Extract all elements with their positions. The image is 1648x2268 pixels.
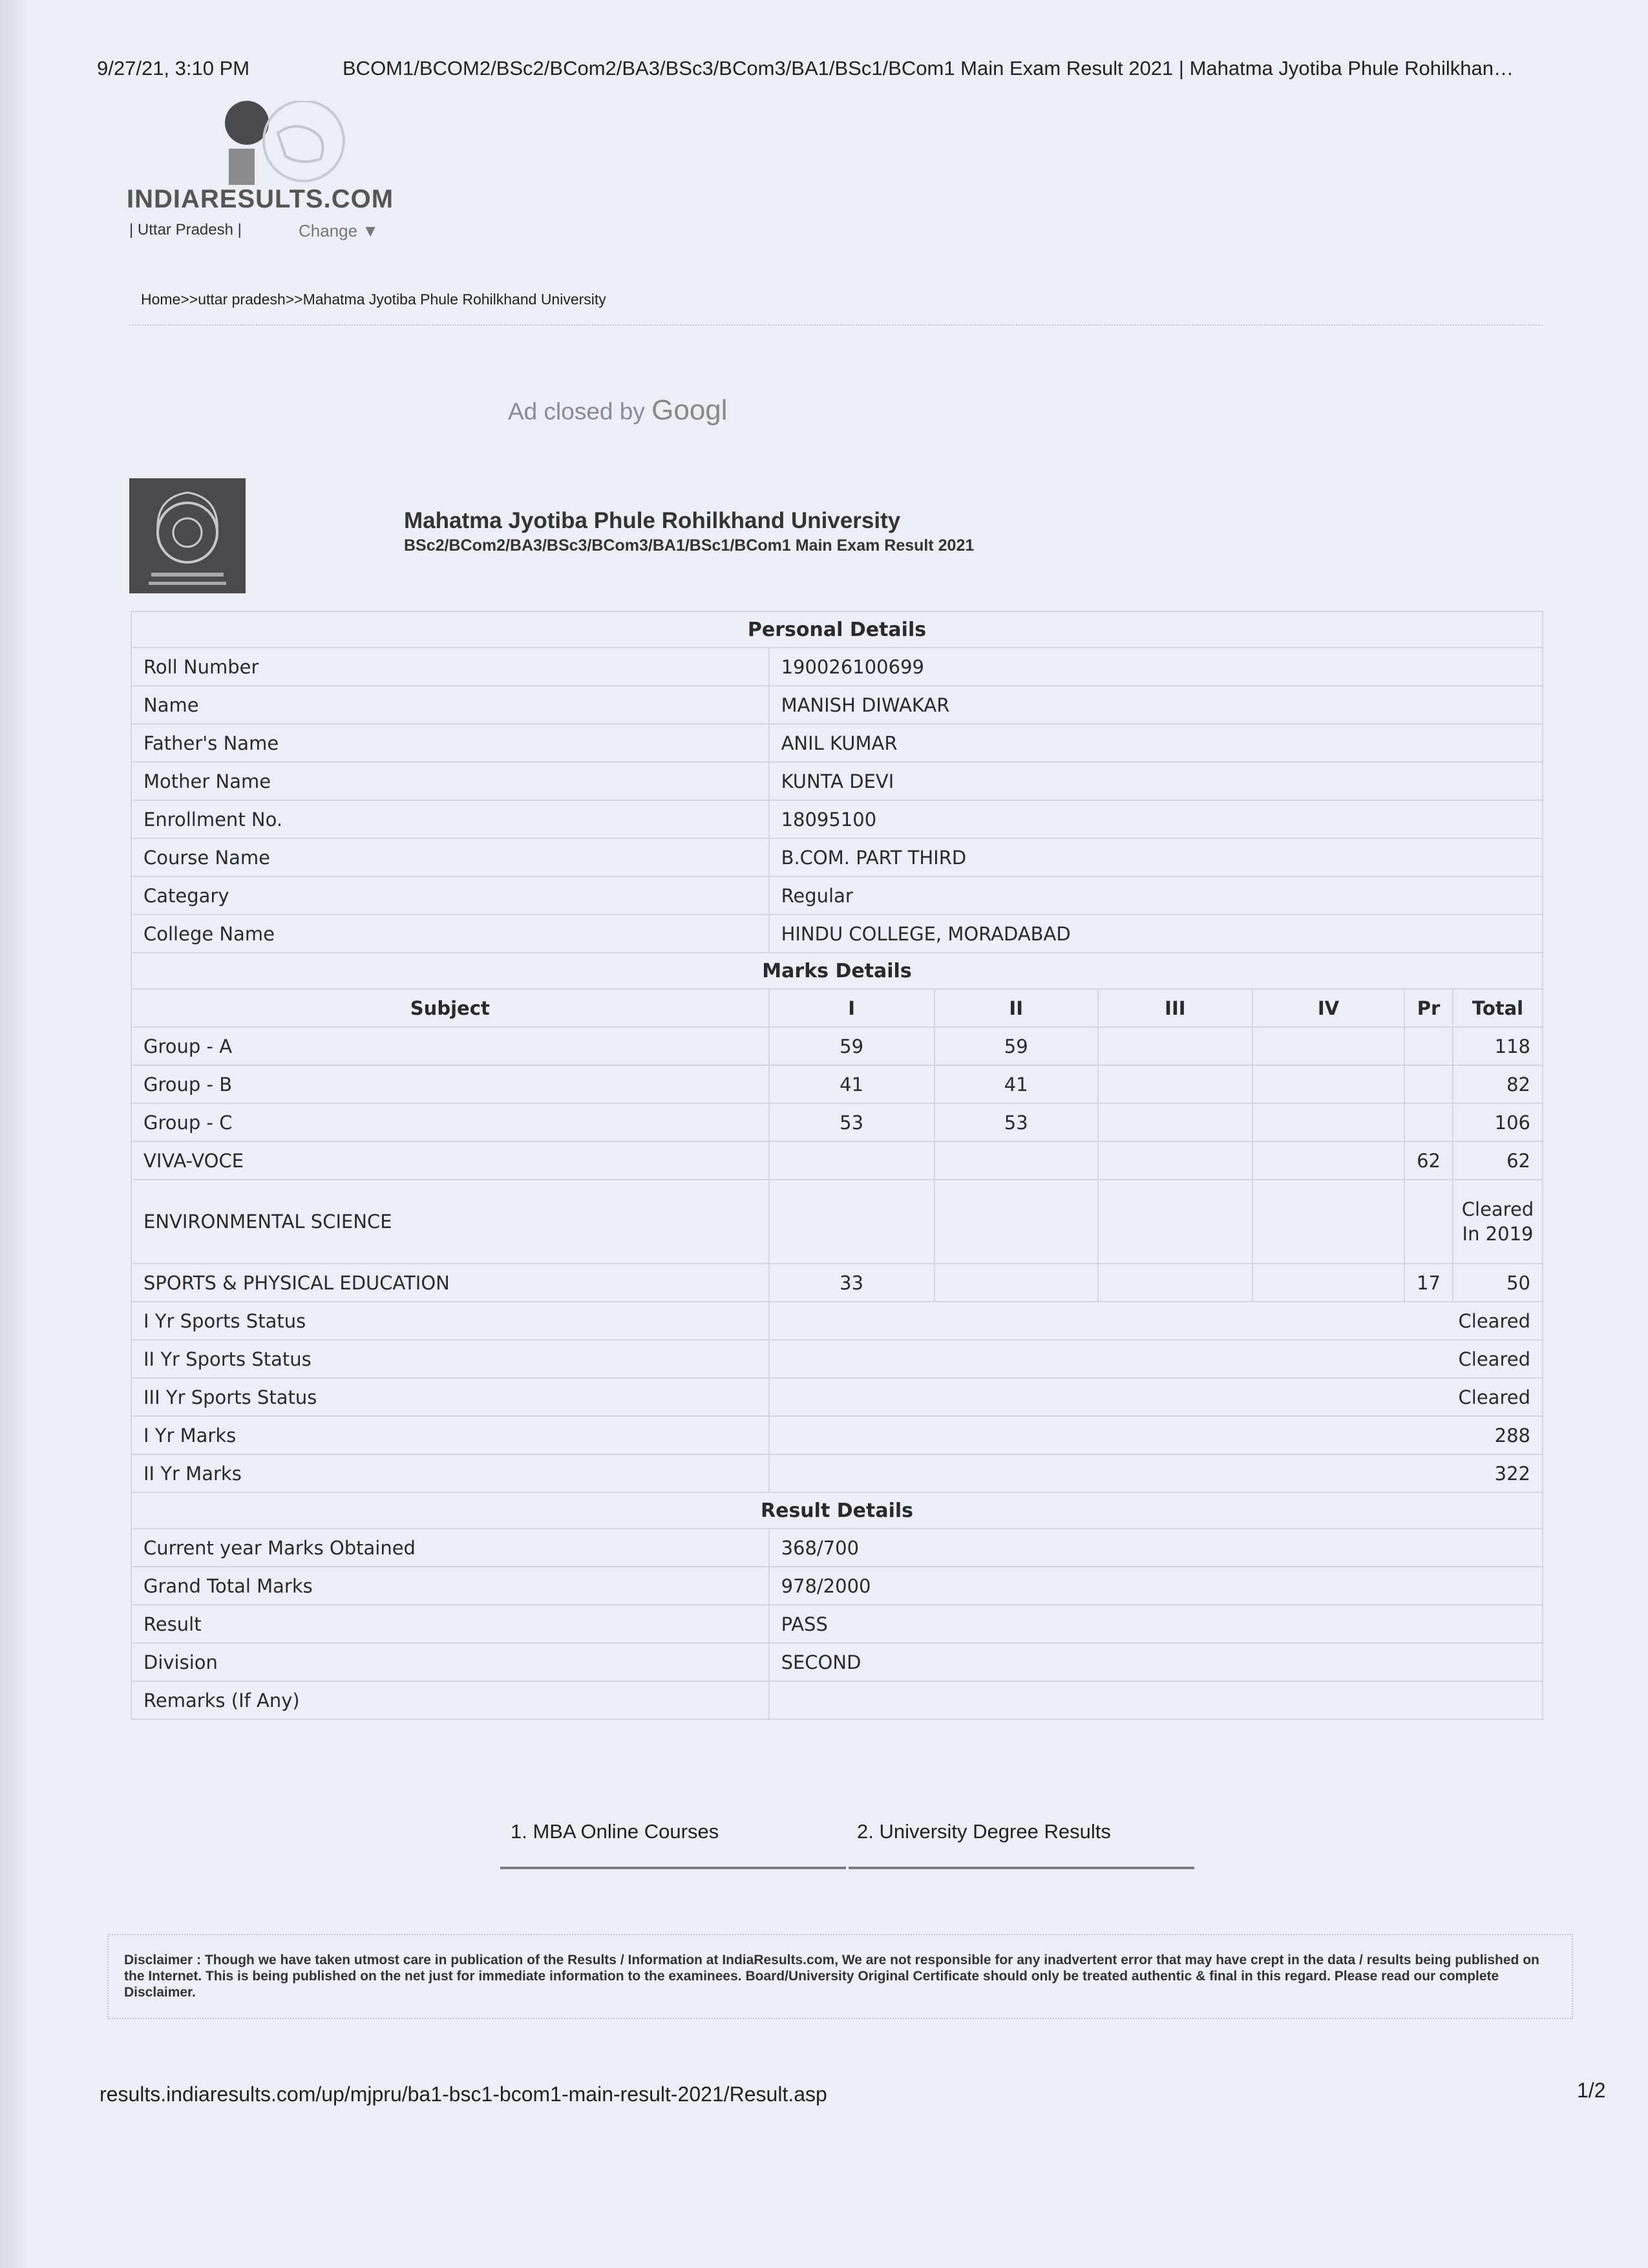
- mark-i: 53: [769, 1103, 935, 1141]
- college-value: HINDU COLLEGE, MORADABAD: [769, 915, 1543, 953]
- logo-wordmark: INDIARESULTS.COM: [127, 185, 394, 213]
- category-label: Categary: [131, 876, 769, 915]
- mark-ii: 59: [935, 1027, 1098, 1065]
- enrollment-value: 18095100: [769, 800, 1543, 838]
- link-university-degree-results[interactable]: 2. University Degree Results: [857, 1820, 1111, 1843]
- mark-i: 33: [769, 1264, 935, 1302]
- current-marks-value: 368/700: [769, 1529, 1543, 1567]
- subject-cell: Group - B: [131, 1065, 769, 1103]
- print-page-title: BCOM1/BCOM2/BSc2/BCom2/BA3/BSc3/BCom3/BA1/BSc1/BCom1 Main Exam Result 2021 | Mahatma Jyotiba Phule Rohilkhan…: [343, 57, 1514, 79]
- mark-ii: [935, 1141, 1098, 1180]
- status-row: [131, 1340, 1543, 1378]
- marks-row: [131, 1103, 1543, 1141]
- mark-iii: [1098, 1180, 1252, 1264]
- mark-total: 118: [1453, 1027, 1543, 1065]
- result-row: [131, 1605, 1543, 1643]
- personal-row: [131, 724, 1543, 762]
- print-datetime: 9/27/21, 3:10 PM: [97, 57, 250, 79]
- status-row: [131, 1302, 1543, 1340]
- mark-pr: [1404, 1065, 1453, 1103]
- col-ii: II: [935, 989, 1098, 1027]
- divider: [129, 324, 1542, 326]
- status-label: I Yr Sports Status: [131, 1302, 769, 1340]
- personal-details-heading: Personal Details: [131, 611, 1543, 648]
- mark-total: Cleared In 2019: [1453, 1180, 1543, 1264]
- mark-pr: [1404, 1027, 1453, 1065]
- col-iv: IV: [1252, 989, 1404, 1027]
- mark-iv: [1252, 1027, 1404, 1065]
- category-value: Regular: [769, 876, 1543, 915]
- university-emblem-icon: [129, 478, 246, 593]
- roll-number-value: 190026100699: [769, 648, 1543, 686]
- status-label: III Yr Sports Status: [131, 1378, 769, 1416]
- status-value: Cleared: [769, 1378, 1543, 1416]
- subject-cell: Group - C: [131, 1103, 769, 1141]
- division-label: Division: [131, 1643, 769, 1681]
- mark-total: 106: [1453, 1103, 1543, 1141]
- subject-cell: VIVA-VOCE: [131, 1141, 769, 1180]
- ad-closed-notice: [508, 394, 728, 427]
- subject-cell: Group - A: [131, 1027, 769, 1065]
- status-label: II Yr Marks: [131, 1454, 769, 1492]
- father-name-label: Father's Name: [131, 724, 769, 762]
- mark-i: [769, 1180, 935, 1264]
- change-state-link[interactable]: Change ▼: [299, 221, 379, 240]
- mark-i: [769, 1141, 935, 1180]
- ad-brand: Googl: [651, 394, 728, 426]
- status-value: Cleared: [769, 1340, 1543, 1378]
- paper-edge: [0, 0, 26, 2268]
- result-value: PASS: [769, 1605, 1543, 1643]
- status-row: [131, 1454, 1543, 1492]
- grand-total-value: 978/2000: [769, 1567, 1543, 1605]
- result-row: [131, 1643, 1543, 1681]
- disclaimer-box: [107, 1934, 1573, 2019]
- personal-row: [131, 838, 1543, 876]
- status-value: Cleared: [769, 1302, 1543, 1340]
- mark-iii: [1098, 1065, 1252, 1103]
- result-details-heading: Result Details: [131, 1492, 1543, 1529]
- result-row: [131, 1529, 1543, 1567]
- mark-pr: [1404, 1180, 1453, 1264]
- link-underline: [500, 1867, 846, 1869]
- marks-row: [131, 1180, 1543, 1264]
- personal-row: [131, 648, 1543, 686]
- mark-total: 62: [1453, 1141, 1543, 1180]
- university-name: Mahatma Jyotiba Phule Rohilkhand University: [404, 508, 901, 533]
- mark-iv: [1252, 1103, 1404, 1141]
- col-iii: III: [1098, 989, 1252, 1027]
- college-label: College Name: [131, 915, 769, 953]
- indiaresults-logo-icon: [224, 101, 353, 185]
- exam-name: BSc2/BCom2/BA3/BSc3/BCom3/BA1/BSc1/BCom1 Main Exam Result 2021: [404, 536, 975, 555]
- print-url: results.indiaresults.com/up/mjpru/ba1-bsc1-bcom1-main-result-2021/Result.asp: [100, 2083, 827, 2106]
- link-mba-online-courses[interactable]: 1. MBA Online Courses: [511, 1820, 719, 1843]
- result-table: [131, 611, 1543, 1720]
- disclaimer-text: Disclaimer : Though we have taken utmost care in publication of the Results / Information at IndiaResults.com, We are not responsible for any inadvertent error that may have crept in the data / results being published on the Internet. This is being published on the net just for immediate information to the examinees. Board/University Original Certificate should only be treated authentic & final in this regard. Please read our complete Disclaimer.: [124, 1953, 1539, 2000]
- personal-row: [131, 915, 1543, 953]
- marks-header-row: [131, 989, 1543, 1027]
- breadcrumb[interactable]: Home>>uttar pradesh>>Mahatma Jyotiba Phule Rohilkhand University: [141, 291, 606, 308]
- status-row: [131, 1378, 1543, 1416]
- col-pr: Pr: [1404, 989, 1453, 1027]
- mark-iv: [1252, 1141, 1404, 1180]
- state-label: | Uttar Pradesh |: [129, 221, 242, 238]
- personal-row: [131, 876, 1543, 915]
- status-value: 288: [769, 1416, 1543, 1454]
- roll-number-label: Roll Number: [131, 648, 769, 686]
- mark-ii: 41: [935, 1065, 1098, 1103]
- mark-total: 50: [1453, 1264, 1543, 1302]
- mother-name-value: KUNTA DEVI: [769, 762, 1543, 800]
- col-subject: Subject: [131, 989, 769, 1027]
- mark-iv: [1252, 1180, 1404, 1264]
- father-name-value: ANIL KUMAR: [769, 724, 1543, 762]
- remarks-label: Remarks (If Any): [131, 1681, 769, 1719]
- current-marks-label: Current year Marks Obtained: [131, 1529, 769, 1567]
- division-value: SECOND: [769, 1643, 1543, 1681]
- mark-iii: [1098, 1141, 1252, 1180]
- university-seal: [129, 478, 246, 593]
- marks-details-heading: Marks Details: [131, 953, 1543, 989]
- marks-row: [131, 1027, 1543, 1065]
- mark-i: 41: [769, 1065, 935, 1103]
- mark-pr: [1404, 1103, 1453, 1141]
- col-i: I: [769, 989, 935, 1027]
- mark-ii: 53: [935, 1103, 1098, 1141]
- mark-iii: [1098, 1027, 1252, 1065]
- remarks-value: [769, 1681, 1543, 1719]
- personal-row: [131, 686, 1543, 724]
- personal-row: [131, 800, 1543, 838]
- status-value: 322: [769, 1454, 1543, 1492]
- mark-pr: 62: [1404, 1141, 1453, 1180]
- subject-cell: SPORTS & PHYSICAL EDUCATION: [131, 1264, 769, 1302]
- grand-total-label: Grand Total Marks: [131, 1567, 769, 1605]
- print-page-number: 1/2: [1577, 2079, 1606, 2102]
- mark-ii: [935, 1264, 1098, 1302]
- marks-row: [131, 1065, 1543, 1103]
- status-label: I Yr Marks: [131, 1416, 769, 1454]
- status-row: [131, 1416, 1543, 1454]
- col-total: Total: [1453, 989, 1543, 1027]
- link-underline: [849, 1867, 1194, 1869]
- mark-iv: [1252, 1264, 1404, 1302]
- course-value: B.COM. PART THIRD: [769, 838, 1543, 876]
- site-logo[interactable]: [127, 101, 398, 243]
- personal-row: [131, 762, 1543, 800]
- mark-iii: [1098, 1264, 1252, 1302]
- mark-pr: 17: [1404, 1264, 1453, 1302]
- mother-name-label: Mother Name: [131, 762, 769, 800]
- name-label: Name: [131, 686, 769, 724]
- mark-iii: [1098, 1103, 1252, 1141]
- marks-row: [131, 1264, 1543, 1302]
- enrollment-label: Enrollment No.: [131, 800, 769, 838]
- mark-i: 59: [769, 1027, 935, 1065]
- marks-row: [131, 1141, 1543, 1180]
- subject-cell: ENVIRONMENTAL SCIENCE: [131, 1180, 769, 1264]
- status-label: II Yr Sports Status: [131, 1340, 769, 1378]
- result-row: [131, 1681, 1543, 1719]
- result-row: [131, 1567, 1543, 1605]
- name-value: MANISH DIWAKAR: [769, 686, 1543, 724]
- course-label: Course Name: [131, 838, 769, 876]
- related-links: [500, 1820, 1194, 1871]
- mark-ii: [935, 1180, 1098, 1264]
- result-label: Result: [131, 1605, 769, 1643]
- ad-closed-text: Ad closed by: [508, 398, 645, 425]
- mark-total: 82: [1453, 1065, 1543, 1103]
- mark-iv: [1252, 1065, 1404, 1103]
